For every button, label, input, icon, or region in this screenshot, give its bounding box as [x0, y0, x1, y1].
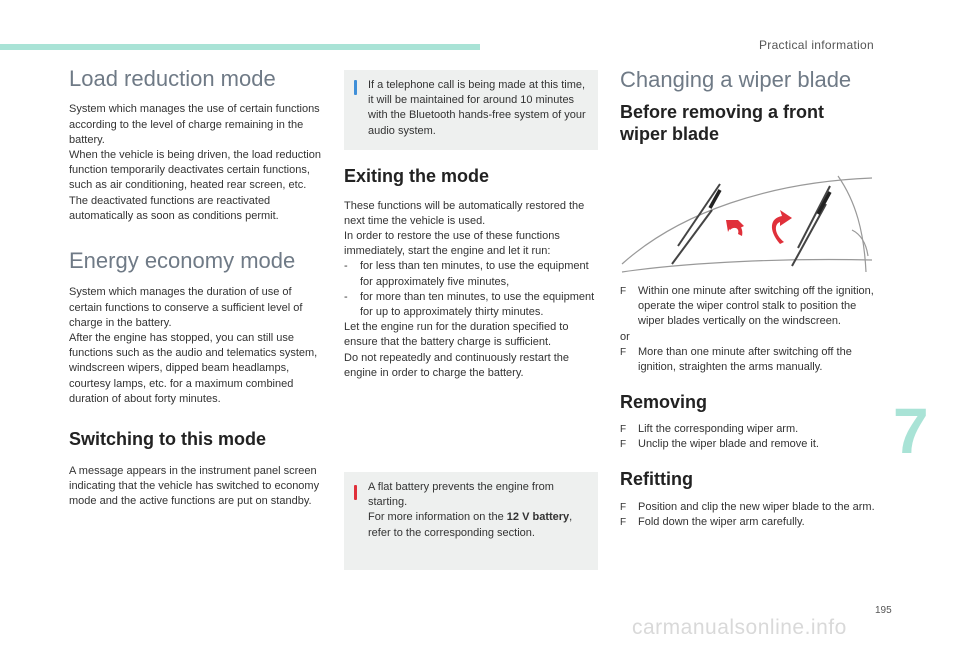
load-reduction-p2: When the vehicle is being driven, the load reduction function temporarily deactivates certain functions, such as air conditioning, heated rear screen, etc.: [69, 149, 321, 192]
list-item-text: for more than ten minutes, to use the equipment for up to approximately thirty minutes.: [360, 290, 595, 319]
list-item-text: Lift the corresponding wiper arm.: [638, 422, 799, 435]
list-item-text: More than one minute after switching off the ignition, straighten the arms manually.: [638, 345, 852, 374]
exiting-p2: In order to restore the use of these functions immediately, start the engine and let it run:: [344, 230, 560, 258]
check-icon: F: [620, 517, 627, 529]
or-label: or: [620, 330, 630, 343]
info-icon: [354, 80, 357, 95]
list-item: [344, 259, 598, 289]
list-marker: -: [344, 290, 348, 303]
right-column-bottom: [620, 284, 875, 530]
watermark: carmanualsonline.info: [632, 616, 847, 639]
warning-note: [344, 472, 598, 570]
exiting-p4: Do not repeatedly and continuously restart the engine in order to charge the battery.: [344, 351, 570, 379]
list-item-text: Fold down the wiper arm carefully.: [638, 516, 805, 529]
right-column-top: [620, 67, 875, 146]
check-icon: F: [620, 286, 627, 297]
energy-economy-title: Energy economy mode: [69, 248, 296, 274]
list-item-text: for less than ten minutes, to use the equipment for approximately five minutes,: [360, 260, 589, 288]
exiting-title: Exiting the mode: [344, 166, 490, 186]
refitting-title: Refitting: [620, 469, 693, 490]
wiper-blades: [710, 190, 830, 214]
removing-list: [620, 422, 875, 452]
list-item: [344, 290, 598, 320]
switching-p1: A message appears in the instrument panel screen indicating that the vehicle has switched to economy mode and the active functions are put on standby.: [69, 464, 320, 508]
removing-title: Removing: [620, 392, 708, 413]
warning-note-text: [366, 480, 586, 541]
warning-line-2: [368, 510, 586, 540]
warning-line-1: A flat battery prevents the engine from starting.: [368, 481, 554, 509]
chapter-number: 7: [893, 395, 929, 467]
list-marker: -: [344, 260, 348, 273]
middle-column: [344, 166, 598, 381]
section-label: Practical information: [758, 38, 874, 52]
wiper-illustration: [620, 172, 875, 280]
battery-reference: 12 V battery: [506, 511, 570, 524]
switching-title: Switching to this mode: [69, 429, 266, 450]
check-icon: F: [620, 423, 627, 435]
info-note: [344, 70, 598, 150]
load-reduction-p3: The deactivated functions are reactivated automatically as soon as conditions permit.: [69, 194, 279, 222]
refitting-list: [620, 500, 875, 530]
info-note-text: If a telephone call is being made at this time, it will be maintained for around 10 minutes with the Bluetooth hands-free system of your audio system.: [368, 79, 586, 137]
check-icon: F: [620, 439, 627, 451]
list-item: [620, 515, 875, 530]
warning-text-pre: For more information on the: [368, 511, 507, 524]
before-removing-title: Before removing a front wiper blade: [620, 102, 825, 144]
red-arrow-icon: [726, 210, 792, 244]
load-reduction-title: Load reduction mode: [69, 66, 276, 91]
left-column: [69, 66, 323, 509]
check-icon: F: [620, 346, 627, 358]
list-item: [620, 437, 875, 452]
list-item-text: Position and clip the new wiper blade to the arm.: [638, 500, 875, 513]
exiting-p3: Let the engine run for the duration specified to ensure that the battery charge is sufficient.: [344, 321, 569, 349]
energy-economy-p1: System which manages the duration of use of certain functions to conserve a sufficient level of charge in the battery.: [69, 286, 303, 329]
list-item: [620, 345, 875, 375]
warning-icon: [354, 485, 357, 500]
exiting-p1: These functions will be automatically restored the next time the vehicle is used.: [344, 199, 585, 227]
wiper-title: Changing a wiper blade: [620, 67, 852, 92]
car-windscreen-outline: [622, 176, 872, 272]
list-item-text: Within one minute after switching off the ignition, operate the wiper control stalk to position the wiper blades vertically on the windscreen.: [638, 285, 874, 328]
load-reduction-p1: System which manages the use of certain functions according to the level of charge remaining in the battery.: [69, 103, 320, 146]
list-item: [620, 422, 875, 437]
before-removing-list: [620, 284, 875, 330]
header-accent-bar: [0, 44, 480, 50]
list-item: [620, 284, 875, 330]
energy-economy-p2: After the engine has stopped, you can still use functions such as the audio and telematics system, windscreen wipers, dipped beam headlamps, courtesy lamps, etc. for a maximum combined duration of about forty minutes.: [69, 332, 318, 405]
before-removing-list-2: [620, 345, 875, 375]
list-item: [620, 500, 875, 515]
exiting-list: [344, 259, 598, 320]
warning-text-post: , refer to the corresponding section.: [368, 511, 573, 539]
check-icon: F: [620, 501, 627, 513]
list-item-text: Unclip the wiper blade and remove it.: [638, 438, 819, 451]
page-number: 195: [875, 605, 892, 616]
